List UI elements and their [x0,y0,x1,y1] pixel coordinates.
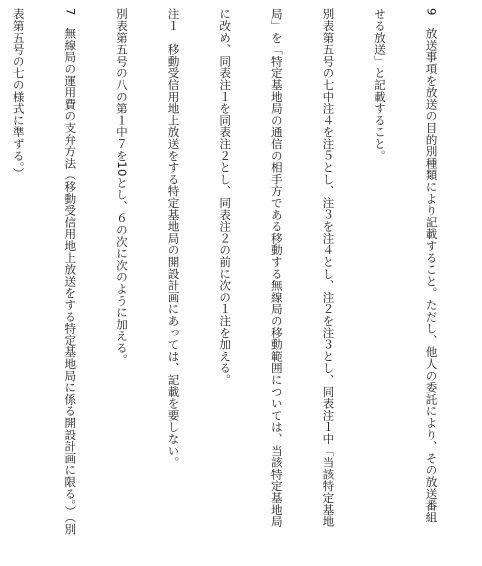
text-line: 注１ 移動受信用地上放送をする特定基地局の開設計画にあっては、記載を要しない。 [166,8,181,469]
text-line: せる放送」と記載すること。 [372,8,387,162]
vertical-text-block [0,8,474,560]
text-line: 表第五号の七の様式に準ずる。） [11,8,26,180]
text-line: 別表第五号の八の第１中７を10とし、６の次に次のように加える。 [114,8,129,366]
text-line: 局」を「特定基地局の通信の相手方である移動する無線局の移動範囲については、当該特定基地局 [269,8,284,528]
text-line: 7 無線局の運用費の支弁方法（移動受信用地上放送をする特定基地局に係る開設計画に限る。）（別 [63,8,78,535]
text-line: 別表第五号の七中注４を注５とし、注３を注４とし、注２を注３とし、同表注１中「当該特定基地 [321,8,336,528]
text-line: に改め、同表注１を同表注２とし、同表注２の前に次の１注を加える。 [218,8,233,386]
text-line: 9 放送事項を放送の目的別種類により記載すること。ただし、他人の委託により、その放送番組 [424,8,439,523]
